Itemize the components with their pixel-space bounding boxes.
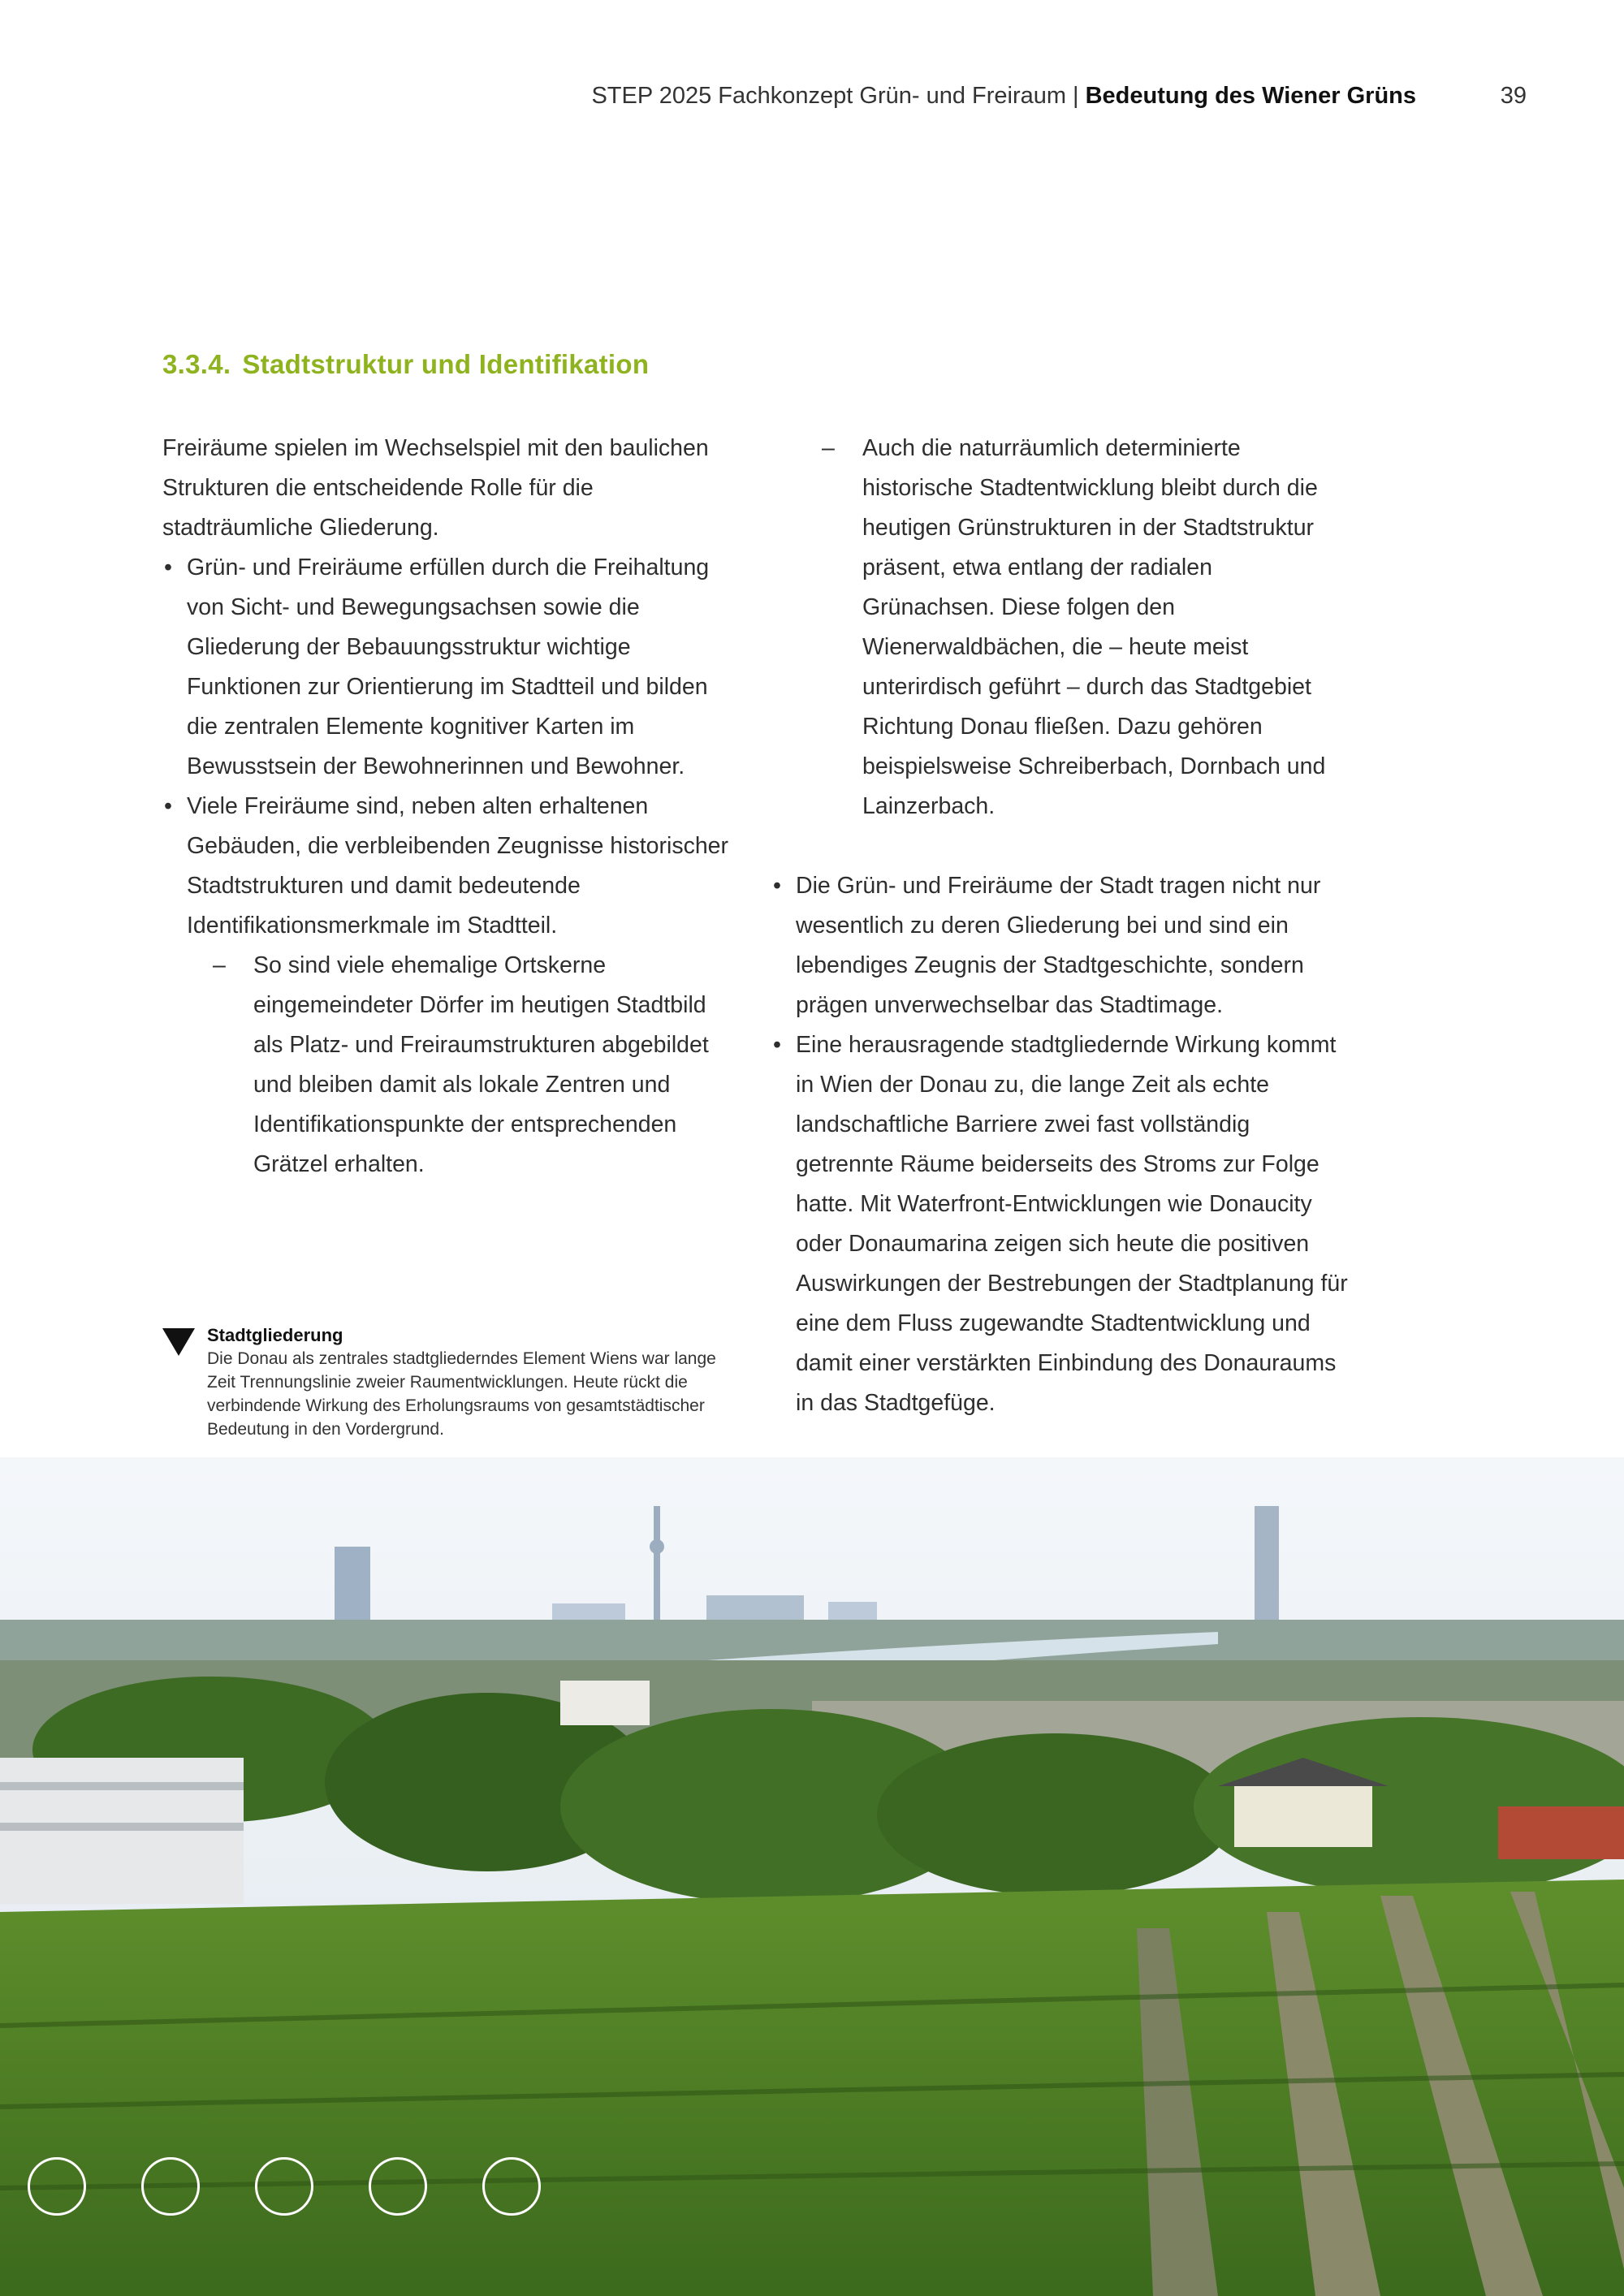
caption-text: Die Donau als zentrales stadtgliederndes Element Wiens war lange Zeit Trennungslinie zweier Raumentwicklungen. Heute rückt die verbindende Wirkung des Erholungsraums von gesamtstädtischer Bedeutung in den Vordergrund. [207, 1349, 716, 1439]
circle-icon [482, 2157, 541, 2216]
circle-icon [255, 2157, 313, 2216]
circle-icon [28, 2157, 86, 2216]
dash-mark: – [822, 435, 835, 461]
pagination-circles [28, 2157, 547, 2222]
circle-icon [369, 2157, 427, 2216]
image-caption [162, 1323, 747, 1441]
dash-mark: – [213, 952, 226, 978]
list-item: • Grün- und Freiräume erfüllen durch die Freihaltung von Sicht- und Bewegungsachsen sowie die Gliederung der Bebauungsstruktur wichtige Funktionen zur Orientierung im Stadtteil und bilden die zentralen Elemente kognitiver Karten im Bewusstsein der Bewohnerinnen und Bewohner. [162, 548, 739, 787]
section-heading [162, 349, 649, 380]
caption-title: Stadtgliederung [207, 1325, 343, 1345]
document-title: STEP 2025 Fachkonzept Grün- und Freiraum [591, 83, 1067, 109]
left-bullet-list [162, 548, 739, 946]
circle-icon [141, 2157, 200, 2216]
intro-paragraph: Freiräume spielen im Wechselspiel mit den baulichen Strukturen die entscheidende Rolle für die stadträumliche Gliederung. [162, 435, 709, 541]
sub-list-text: Auch die naturräumlich determinierte historische Stadtentwicklung bleibt durch die heutigen Grünstrukturen in der Stadtstruktur präsent, etwa entlang der radialen Grünachsen. Diese folgen den Wienerwaldbächen, die – heute meist unterirdisch geführt – durch das Stadtgebiet Richtung Donau fließen. Dazu gehören beispielsweise Schreiberbach, Dornbach und Lainzerbach. [862, 435, 1326, 819]
spacer [771, 826, 1348, 866]
title-separator: | [1073, 83, 1079, 109]
left-column [162, 429, 739, 1185]
triangle-down-icon [162, 1328, 195, 1356]
section-number: 3.3.4. [162, 349, 231, 379]
sub-list-text: So sind viele ehemalige Ortskerne eingemeindeter Dörfer im heutigen Stadtbild als Platz- und Freiraumstrukturen abgebildet und bleiben damit als lokale Zentren und Identifikationspunkte der entsprechenden Grätzel erhalten. [253, 952, 709, 1177]
chapter-title: Bedeutung des Wiener Grüns [1085, 83, 1416, 109]
list-item: • Viele Freiräume sind, neben alten erhaltenen Gebäuden, die verbleibenden Zeugnisse historischer Stadtstrukturen und damit bedeutende Identifikationsmerkmale im Stadtteil. [162, 787, 739, 946]
right-column [771, 429, 1348, 1423]
running-title [591, 83, 1416, 110]
sub-list-item [771, 429, 1348, 826]
page-header [0, 83, 1527, 119]
right-bullet-list [771, 866, 1348, 1423]
list-item: • Die Grün- und Freiräume der Stadt tragen nicht nur wesentlich zu deren Gliederung bei und sind ein lebendiges Zeugnis der Stadtgeschichte, sondern prägen unverwechselbar das Stadtimage. [771, 866, 1348, 1025]
sub-list-item [162, 946, 739, 1185]
section-title: Stadtstruktur und Identifikation [242, 349, 650, 379]
list-item: • Eine herausragende stadtgliedernde Wirkung kommt in Wien der Donau zu, die lange Zeit als echte landschaftliche Barriere zwei fast vollständig getrennte Räume beiderseits des Stroms zur Folge hatte. Mit Waterfront-Entwicklungen wie Donaucity oder Donaumarina zeigen sich heute die positiven Auswirkungen der Bestrebungen der Stadtplanung für eine dem Fluss zugewandte Stadtentwicklung und damit einer verstärkten Einbindung des Donauraums in das Stadtgefüge. [771, 1025, 1348, 1423]
page-number: 39 [1500, 83, 1527, 109]
